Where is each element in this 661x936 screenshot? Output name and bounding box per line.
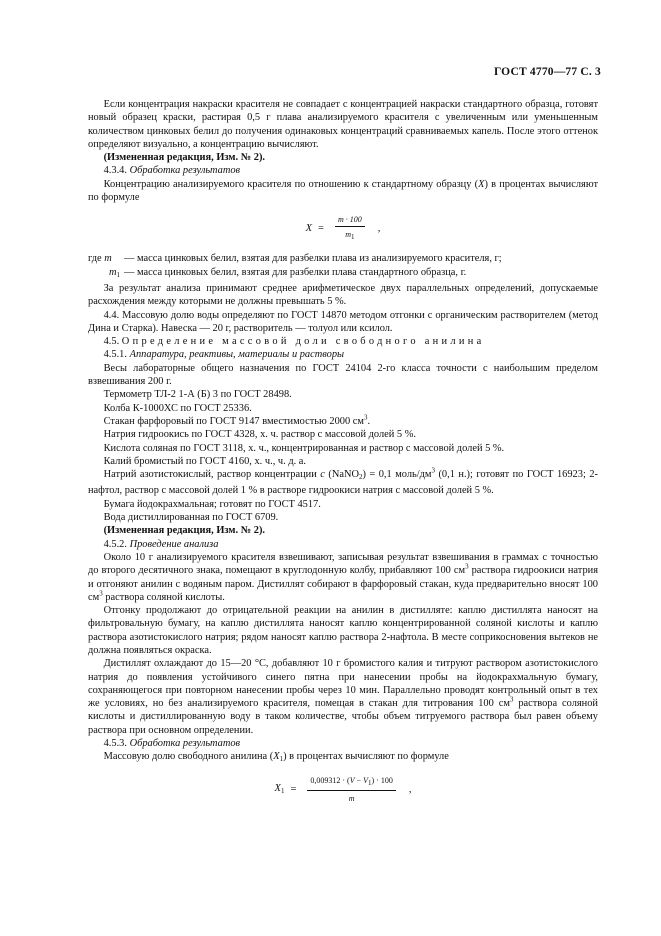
page-header: ГОСТ 4770—77 С. 3: [493, 66, 601, 78]
num-part: 0,009312 · (: [310, 776, 350, 786]
num-var-v: V: [349, 776, 355, 786]
section-4-5-3-heading: [88, 737, 598, 750]
reagent-item: Вода дистиллированная по ГОСТ 6709.: [103, 512, 279, 524]
text-fragment: ) в процентах вычисляют по формуле: [283, 751, 449, 763]
paragraph-aniline-formula-intro: [88, 750, 598, 766]
num-var-v1: V: [363, 776, 368, 786]
paragraph-distillation: Отгонку продолжают до отрицательной реакции на анилин в дистилляте: каплю дистиллята наносят на фильтровальную бумагу, на каплю дистиллята наносят каплю концентрированной соляной кислоты и каплю раствора азотистокислого натрия; рядом наносят каплю раствора 2-нафтола. В месте соприкосновения вытеков не должна появляться окраска.: [88, 605, 598, 656]
formula-numerator: m · 100: [335, 214, 365, 227]
formula-comma: ,: [377, 222, 381, 234]
lhs-sub: 1: [280, 786, 285, 795]
text-fragment: Около 10 г анализируемого красителя взвешивают, записывая результат взвешивания в граммах с точностью до второго десятичного знака, помещают в круглодонную колбу, прибавляют 100 см: [88, 551, 598, 577]
amendment-note-2: (Измененная редакция, Изм. № 2).: [103, 525, 265, 537]
text-fragment: (0,1 н.); готовят по ГОСТ 16923; 2-нафтол, раствор с массовой долей 1 % в растворе гидроокиси натрия с массовой долей 5 %.: [88, 469, 598, 497]
subscript: 2: [358, 473, 363, 482]
superscript: 3: [465, 562, 469, 571]
formula-concentration: [88, 204, 598, 252]
legend-var: m: [104, 253, 112, 265]
legend-text: — масса цинковых белил, взятая для разбелки плава из анализируемого красителя, г;: [124, 253, 502, 265]
den-sub: 1: [351, 232, 355, 241]
text-fragment: Стакан фарфоровый по ГОСТ 9147 вместимостью 2000 см: [103, 415, 364, 427]
text-fragment: Дистиллят охлаждают до 15—20 °С, добавляют 10 г бромистого калия и титруют раствором азотистокислого натрия до появления устойчивого синего пятна при нанесении пробы на йодокрахмальную бумагу, сохраняющегося при повторном нанесении пробы через 10 мин. Параллельно проводят контрольный опыт в тех же условиях, но без анализируемого красителя, помещая в стакан для титрования 100 см: [88, 658, 598, 710]
text-fragment: раствора соляной кислоты и дистиллированную воду в таком количестве, чтобы объем титруемого раствора был равен объему раствора при основном определении.: [88, 698, 598, 736]
document-body: [88, 98, 598, 813]
reagent-item: Натрия гидроокись по ГОСТ 4328, х. ч. раствор с массовой долей 5 %.: [103, 429, 416, 441]
formula-equals: =: [290, 784, 297, 795]
num-part: ) · 100: [371, 776, 393, 786]
variable-c: c: [320, 469, 325, 481]
section-number: 4.5.2.: [103, 538, 127, 550]
formula-free-aniline: [88, 767, 598, 813]
text-fragment: раствора соляной кислоты.: [102, 591, 225, 603]
legend-line-m: [88, 252, 598, 265]
text-fragment: Концентрацию анализируемого красителя по отношению к стандартному образцу (: [103, 178, 479, 190]
section-title: Обработка результатов: [129, 165, 241, 177]
section-title: Определение массовой доли свободного анилина: [121, 336, 485, 348]
variable-x: X: [478, 178, 485, 190]
formula-comma: ,: [408, 784, 412, 795]
formula-numerator: [307, 775, 395, 791]
reagent-item: [88, 415, 598, 428]
reagent-item: Весы лабораторные общего назначения по ГОСТ 24104 2-го класса точности с наибольшим пределом взвешивания 200 г.: [88, 362, 598, 388]
where-word: где: [88, 253, 102, 265]
superscript: 3: [363, 413, 368, 422]
lhs-var: X: [274, 782, 281, 794]
subscript: 1: [279, 755, 284, 764]
legend-label: [88, 266, 124, 282]
text-fragment: Массовую долю свободного анилина (: [103, 751, 274, 763]
section-4-3-4-heading: [88, 164, 598, 177]
formula-equals: =: [318, 222, 324, 234]
num-sub: 1: [368, 779, 372, 788]
reagent-item: Кислота соляная по ГОСТ 3118, х. ч., концентрированная и раствор с массовой долей 5 %.: [103, 442, 505, 454]
superscript: 3: [431, 466, 435, 475]
section-number: 4.5.3.: [103, 738, 127, 750]
variable-x: X: [273, 751, 280, 763]
amendment-note-1: (Измененная редакция, Изм. № 2).: [103, 152, 265, 164]
reagent-item: Бумага йодокрахмальная; готовят по ГОСТ 4517.: [103, 498, 321, 510]
text-fragment: ) в процентах вычисляют по формуле: [88, 178, 598, 204]
formula-fraction: [307, 775, 395, 804]
section-4-5-heading: [88, 335, 598, 348]
text-fragment: (NaNO: [324, 469, 359, 481]
formula-denominator: [345, 227, 354, 243]
superscript: 3: [99, 589, 103, 598]
reagent-item: Калий бромистый по ГОСТ 4160, х. ч., ч. д. а.: [103, 455, 307, 467]
section-title: Обработка результатов: [129, 738, 241, 750]
legend-label: [88, 252, 124, 265]
legend-var: m: [108, 266, 117, 278]
reagent-item: Колба К-1000ХС по ГОСТ 25336.: [103, 402, 252, 414]
formula-fraction: [335, 214, 365, 243]
text-fragment: .: [367, 415, 371, 427]
section-title: Проведение анализа: [129, 538, 219, 550]
section-title: Аппаратура, реактивы, материалы и растворы: [129, 349, 345, 361]
paragraph-concentration-formula-intro: [88, 178, 598, 205]
paragraph-weighing: [88, 551, 598, 604]
formula-lhs: X: [305, 222, 313, 234]
superscript: 3: [509, 695, 514, 704]
paragraph-concentration-mismatch: Если концентрация накраски красителя не совпадает с концентрацией накраски стандартного образца, готовят новый образец краски, растирая 0,5 г плава анализируемого красителя с увеличенным или уменьшенным количеством цинковых белил до получения одинаковых концентраций сравниваемых капель. После этого оттенок определяют визуально, а концентрацию вычисляют.: [88, 99, 598, 150]
legend-sub: 1: [116, 270, 120, 279]
paragraph-titration: [88, 657, 598, 737]
formula-denominator: m: [348, 794, 355, 804]
section-number: 4.3.4.: [103, 165, 127, 177]
text-fragment: ) = 0,1 моль/дм: [362, 469, 432, 481]
reagent-item: Термометр ТЛ-2 1-А (Б) 3 по ГОСТ 28498.: [103, 389, 292, 401]
num-part: −: [354, 776, 364, 786]
den-var: m: [345, 229, 351, 239]
paragraph-result: За результат анализа принимают среднее арифметическое двух параллельных определений, допускаемые расхождения между которыми не должны превышать 5 %.: [88, 282, 598, 308]
text-fragment: раствора гидроокиси натрия и отгоняют анилин с водяным паром. Дистиллят собирают в фарфоровый стакан, куда предварительно вносят 100 см: [88, 565, 598, 603]
section-number: 4.5.: [103, 336, 120, 348]
legend-line-m1: [88, 266, 598, 282]
formula-lhs: [275, 782, 285, 798]
section-4-5-2-heading: [88, 538, 598, 551]
reagent-item-nitrite: [88, 468, 598, 498]
legend-text: — масса цинковых белил, взятая для разбелки плава стандартного образца, г.: [124, 266, 467, 278]
paragraph-4-4: 4.4. Массовую долю воды определяют по ГОСТ 14870 методом отгонки с органическим растворителем (метод Дина и Старка). Навеска — 20 г, растворитель — толуол или ксилол.: [88, 309, 598, 334]
text-fragment: Натрий азотистокислый, раствор концентрации: [103, 469, 321, 481]
section-4-5-1-heading: [88, 348, 598, 361]
section-number: 4.5.1.: [103, 349, 127, 361]
